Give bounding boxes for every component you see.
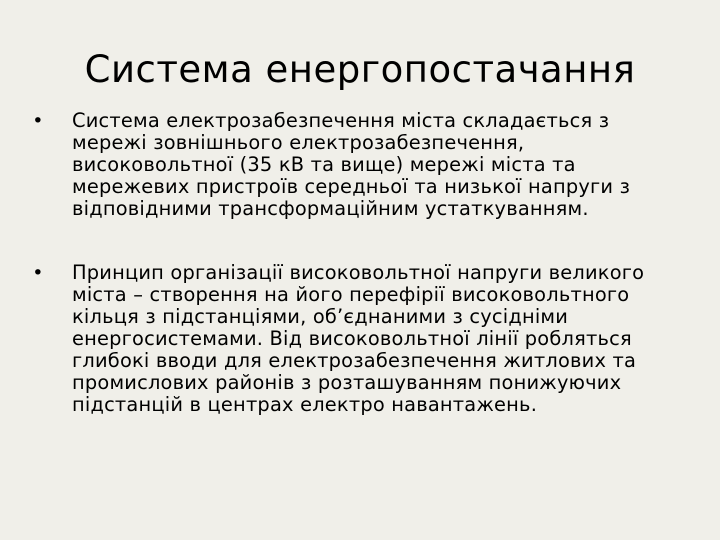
bullet-item xyxy=(28,262,688,416)
bullet-text: Принцип організації високовольтної напруги великого міста – створення на його перефірії високовольтного кільця з підстанціями, об’єднаними з сусідніми енергосистемами. Від високовольтної лінії робляться глибокі вводи для електрозабезпечення житлових та промислових районів з розташуванням понижуючих підстанцій в центрах електро навантажень. xyxy=(72,261,645,416)
bullet-list xyxy=(28,110,688,416)
slide-title: Система енергопостачання xyxy=(84,48,636,91)
bullet-icon: • xyxy=(32,110,44,132)
bullet-icon: • xyxy=(32,262,44,284)
bullet-item xyxy=(28,110,688,220)
bullet-text: Система електрозабезпечення міста складається з мережі зовнішнього електрозабезпечення, високовольтної (35 кВ та вище) мережі міста та мережевих пристроїв середньої та низької напруги з відповідними трансформаційним устаткуванням. xyxy=(72,109,631,220)
